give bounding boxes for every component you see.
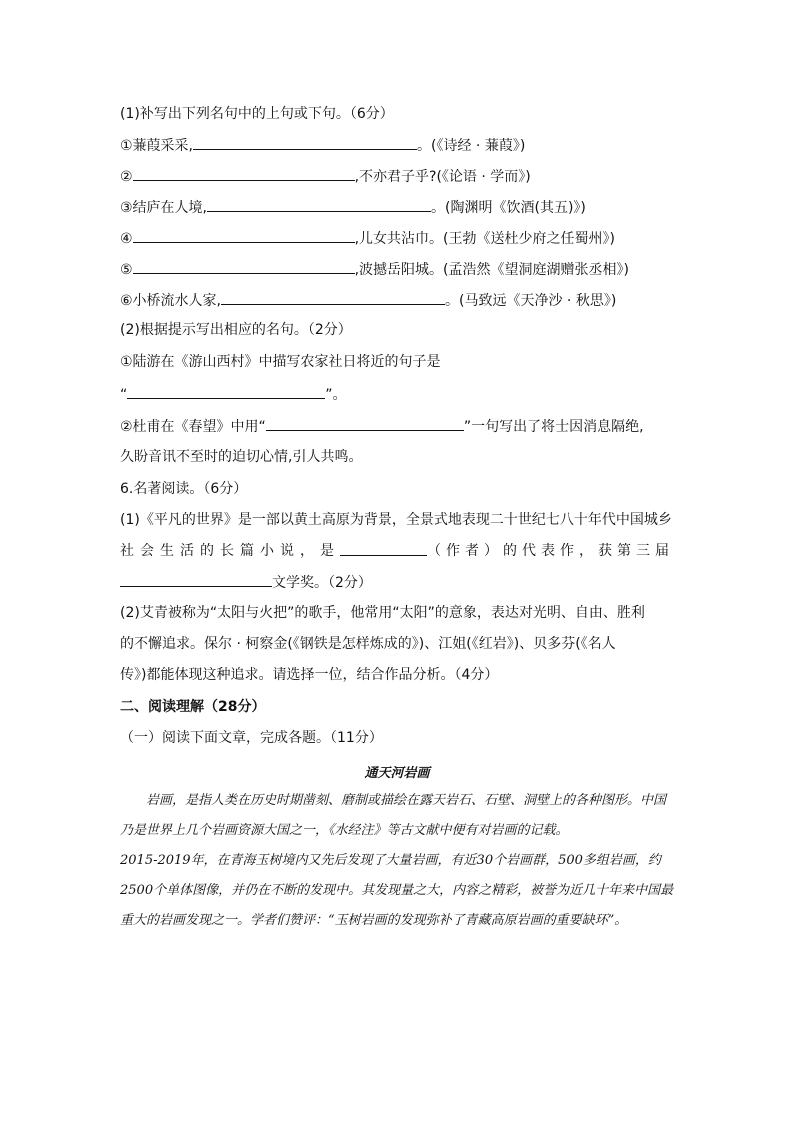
q1-line-6-source: 。(马致远《天净沙 · 秋思》) <box>445 293 617 309</box>
close-quote: ”。 <box>325 387 347 403</box>
answer-blank[interactable] <box>207 197 431 212</box>
answer-blank[interactable] <box>221 290 445 305</box>
answer-blank[interactable] <box>193 135 417 150</box>
q6-p2-line-2: 的不懈追求。保尔 · 柯察金(《钢铁是怎样炼成的》)、江姐(《红岩》)、贝多芬(《名人 <box>120 636 616 652</box>
q1-line-5 <box>120 259 629 280</box>
answer-blank[interactable] <box>266 416 464 431</box>
q1-line-4-prefix: ④ <box>120 231 133 247</box>
q1-line-1 <box>120 135 525 156</box>
q1-line-6 <box>120 290 616 311</box>
article-paragraph-1: 岩画，是指人类在历史时期凿刻、磨制或描绘在露天岩石、石壁、洞壁上的各种图形。中国乃是世界上几个岩画资源大国之一，《水经注》等古文献中便有对岩画的记载。 <box>120 793 667 838</box>
q2-header: (2)根据提示写出相应的名句。（2分） <box>120 322 352 338</box>
q1-line-3-source: 。(陶渊明《饮酒(其五)》) <box>431 200 586 216</box>
answer-blank[interactable] <box>120 572 272 587</box>
q1-line-4-source: ,儿女共沾巾。(王勃《送杜少府之任蜀州》) <box>354 231 615 247</box>
q1-line-3 <box>120 197 586 218</box>
answer-blank[interactable] <box>340 541 427 556</box>
q6-p1-line-2 <box>120 541 674 561</box>
q6-header: 6.名著阅读。（6分） <box>120 481 248 497</box>
article-body <box>120 786 676 936</box>
section-subheading: （一）阅读下面文章，完成各题。（11分） <box>120 730 383 746</box>
q6-p1-line-1: (1)《平凡的世界》是一部以黄土高原为背景，全景式地表现二十世纪七八十年代中国城乡 <box>120 512 672 528</box>
q6-p1-line-3 <box>120 572 372 593</box>
q1-line-2 <box>120 166 531 187</box>
q6-p1-line-2b: （作者）的代表作，获第三届 <box>427 543 674 559</box>
q1-line-1-source: 。(《诗经 · 蒹葭》) <box>417 138 526 154</box>
article-title: 通天河岩画 <box>364 766 430 781</box>
q1-line-2-prefix: ② <box>120 169 133 185</box>
answer-blank[interactable] <box>133 259 355 274</box>
section-heading: 二、阅读理解（28分） <box>120 699 266 715</box>
q1-line-1-prefix: ①蒹葭采采, <box>120 138 194 154</box>
q6-p2-line-1: (2)艾青被称为“太阳与火把”的歌手，他常用“太阳”的意象，表达对光明、自由、胜利 <box>120 605 645 621</box>
q1-line-5-source: ,波撼岳阳城。(孟浩然《望洞庭湖赠张丞相》) <box>354 262 629 278</box>
q2-line-2-prefix: ②杜甫在《春望》中用“ <box>120 419 266 435</box>
q1-line-4 <box>120 228 615 249</box>
q6-p1-line-2a: 社会生活的长篇小说，是 <box>120 543 340 559</box>
q2-line-1b <box>120 384 347 405</box>
answer-blank[interactable] <box>133 166 355 181</box>
q2-line-2-suffix: ”一句写出了将士因消息隔绝, <box>463 419 644 435</box>
q1-line-6-prefix: ⑥小桥流水人家, <box>120 293 222 309</box>
q1-line-2-source: ,不亦君子乎?(《论语 · 学而》) <box>354 169 531 185</box>
q2-line-2-cont: 久盼音讯不至时的迫切心情,引人共鸣。 <box>120 449 363 465</box>
q6-p1-line-3-text: 文学奖。（2分） <box>272 575 372 591</box>
answer-blank[interactable] <box>127 384 325 399</box>
answer-blank[interactable] <box>133 228 355 243</box>
q1-line-5-prefix: ⑤ <box>120 262 133 278</box>
q6-p2-line-3: 传》)都能体现这种追求。请选择一位，结合作品分析。（4分） <box>120 667 499 683</box>
open-quote: “ <box>120 387 128 403</box>
q1-header: (1)补写出下列名句中的上句或下句。（6分） <box>120 106 394 122</box>
q2-line-1: ①陆游在《游山西村》中描写农家社日将近的句子是 <box>120 354 441 370</box>
q1-line-3-prefix: ③结庐在人境, <box>120 200 208 216</box>
article-paragraph-2: 2015-2019年，在青海玉树境内又先后发现了大量岩画，有近30个岩画群，500多组岩画，约2500个单体图像，并仍在不断的发现中。其发现量之大，内容之精彩，被誉为近几十年来中国最重大的岩画发现之一。学者们赞评：“玉树岩画的发现弥补了青藏高原岩画的重要缺环”。 <box>120 853 674 928</box>
q2-line-2 <box>120 416 644 437</box>
